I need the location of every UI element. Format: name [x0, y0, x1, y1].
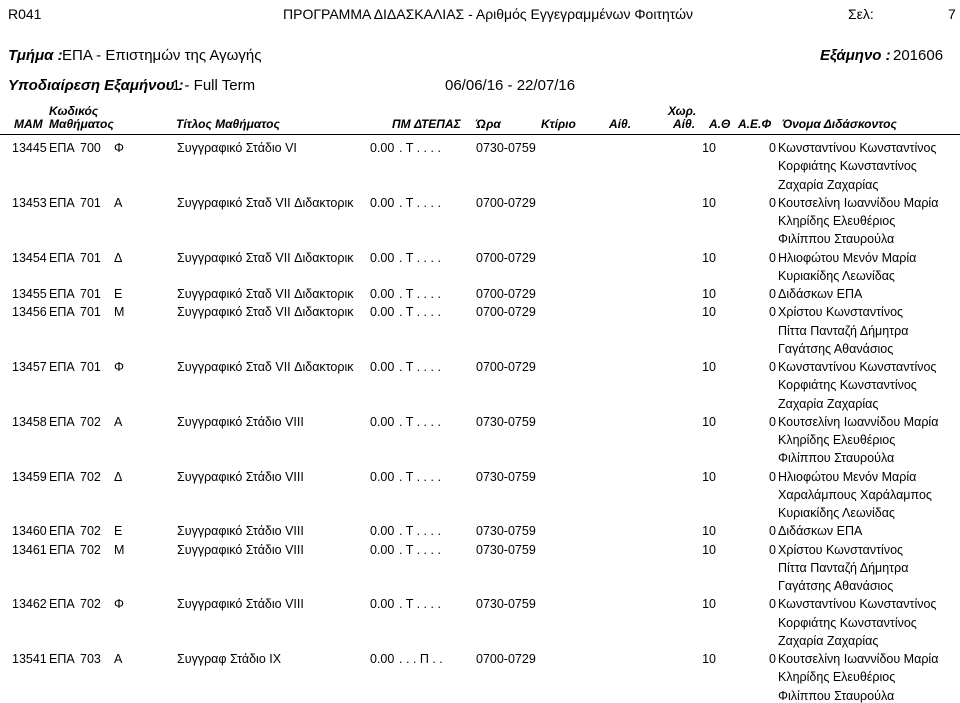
cell-instructor: Φιλίππου Σταυρούλα	[778, 232, 895, 247]
cell-enrolled: 0	[769, 360, 776, 374]
col-capacity-line2: Αίθ.	[673, 117, 696, 131]
col-room: Αίθ.	[609, 117, 632, 131]
cell-course-number: 700	[80, 141, 101, 155]
cell-days: . Τ . . . .	[399, 542, 441, 557]
cell-section: Μ	[114, 542, 125, 557]
cell-dept: ΕΠΑ	[49, 360, 75, 374]
cell-enrolled: 0	[769, 141, 776, 155]
cell-enrolled: 0	[769, 414, 776, 429]
cell-enrolled: 0	[769, 524, 776, 539]
cell-days: . Τ . . . .	[399, 141, 441, 155]
cell-enrolled: 0	[769, 542, 776, 557]
cell-capacity: 10	[702, 141, 716, 155]
cell-instructor: Κορφιάτης Κωνσταντίνος	[778, 615, 917, 630]
cell-dept: ΕΠΑ	[49, 414, 75, 429]
cell-time: 0700-0729	[476, 287, 536, 301]
cell-course-title: Συγγραφικό Στάδιο VI	[177, 141, 297, 155]
cell-course-number: 701	[80, 195, 101, 210]
subdivision-value: 1 - Full Term	[172, 77, 256, 94]
cell-dept: ΕΠΑ	[49, 469, 75, 484]
cell-enrolled: 0	[769, 652, 776, 666]
department-label: Τμήμα :	[8, 47, 63, 64]
cell-instructor: Διδάσκων ΕΠΑ	[778, 287, 863, 301]
col-capacity-line1: Χωρ.	[668, 104, 697, 118]
cell-time: 0700-0729	[476, 360, 536, 374]
cell-instructor: Κουτσελίνη Ιωαννίδου Μαρία	[778, 195, 939, 210]
cell-enrolled: 0	[769, 305, 776, 320]
cell-instructor: Κωνσταντίνου Κωνσταντίνος	[778, 141, 937, 155]
cell-dept: ΕΠΑ	[49, 597, 75, 612]
cell-instructor: Πίττα Πανταζή Δήμητρα	[778, 560, 909, 575]
cell-pm: 0.00	[370, 141, 395, 155]
cell-course-title: Συγγραφικό Σταδ VII Διδακτορικ	[177, 360, 354, 374]
cell-time: 0730-0759	[476, 141, 536, 155]
cell-course-title: Συγγραφικό Στάδιο VIII	[177, 524, 304, 539]
cell-course-number: 702	[80, 597, 101, 612]
col-a-e-phi: Α.Ε.Φ	[738, 117, 772, 131]
page-number: 7	[948, 6, 956, 22]
cell-capacity: 10	[702, 360, 716, 374]
cell-days: . Τ . . . .	[399, 597, 441, 612]
cell-course-number: 701	[80, 287, 101, 301]
cell-instructor: Χαραλάμπους Χαράλαμπος	[778, 487, 932, 502]
cell-instructor: Κωνσταντίνου Κωνσταντίνος	[778, 597, 937, 612]
report-code: R041	[8, 6, 42, 22]
cell-course-title: Συγγραφικό Στάδιο VIII	[177, 542, 304, 557]
cell-instructor: Ηλιοφώτου Μενόν Μαρία	[778, 250, 917, 265]
cell-enrolled: 0	[769, 287, 776, 301]
cell-mam: 13455	[12, 287, 47, 301]
cell-days: . Τ . . . .	[399, 469, 441, 484]
header-divider	[0, 134, 960, 135]
cell-days: . . . Π . .	[399, 652, 443, 666]
date-range: 06/06/16 - 22/07/16	[445, 77, 576, 94]
cell-capacity: 10	[702, 250, 716, 265]
cell-mam: 13456	[12, 305, 47, 320]
cell-course-number: 701	[80, 250, 101, 265]
col-days: ΔΤΕΠΑΣ	[414, 117, 461, 131]
cell-days: . Τ . . . .	[399, 305, 441, 320]
cell-mam: 13445	[12, 141, 47, 155]
cell-days: . Τ . . . .	[399, 524, 441, 539]
cell-course-title: Συγγραφικό Σταδ VII Διδακτορικ	[177, 287, 354, 301]
cell-pm: 0.00	[370, 524, 395, 539]
cell-instructor: Γαγάτσης Αθανάσιος	[778, 341, 894, 356]
cell-enrolled: 0	[769, 597, 776, 612]
cell-dept: ΕΠΑ	[49, 542, 75, 557]
col-building: Κτίριο	[541, 117, 576, 131]
cell-instructor: Κληρίδης Ελευθέριος	[778, 433, 896, 447]
cell-section: Φ	[114, 360, 124, 374]
cell-capacity: 10	[702, 597, 716, 612]
cell-section: Α	[114, 652, 123, 666]
cell-capacity: 10	[702, 287, 716, 301]
cell-course-title: Συγγραφ Στάδιο IX	[177, 652, 282, 666]
cell-instructor: Κληρίδης Ελευθέριος	[778, 214, 896, 228]
cell-days: . Τ . . . .	[399, 195, 441, 210]
col-course-title: Τίτλος Μαθήματος	[176, 117, 280, 131]
cell-course-number: 701	[80, 305, 101, 320]
cell-capacity: 10	[702, 414, 716, 429]
cell-mam: 13459	[12, 469, 47, 484]
cell-section: Δ	[114, 469, 123, 484]
cell-pm: 0.00	[370, 305, 395, 320]
cell-pm: 0.00	[370, 597, 395, 612]
col-instructor: Όνομα Διδάσκοντος	[782, 117, 897, 131]
cell-mam: 13460	[12, 524, 47, 539]
cell-instructor: Ζαχαρία Ζαχαρίας	[778, 177, 879, 192]
col-time: Ώρα	[476, 117, 501, 131]
cell-section: Α	[114, 195, 123, 210]
col-course-code-line1: Κωδικός	[49, 104, 99, 118]
cell-pm: 0.00	[370, 287, 395, 301]
cell-instructor: Ζαχαρία Ζαχαρίας	[778, 633, 879, 648]
cell-mam: 13462	[12, 597, 47, 612]
cell-section: Ε	[114, 287, 123, 301]
cell-time: 0730-0759	[476, 597, 536, 612]
cell-section: Ε	[114, 524, 123, 539]
cell-pm: 0.00	[370, 195, 395, 210]
cell-course-number: 701	[80, 360, 101, 374]
cell-instructor: Φιλίππου Σταυρούλα	[778, 688, 895, 703]
cell-pm: 0.00	[370, 250, 395, 265]
cell-capacity: 10	[702, 542, 716, 557]
cell-capacity: 10	[702, 524, 716, 539]
cell-instructor: Κυριακίδης Λεωνίδας	[778, 506, 895, 520]
col-pm: ΠΜ	[392, 117, 411, 131]
cell-dept: ΕΠΑ	[49, 250, 75, 265]
cell-mam: 13541	[12, 652, 47, 666]
subdivision-label: Υποδιαίρεση Εξαμήνου :	[8, 77, 184, 94]
cell-enrolled: 0	[769, 195, 776, 210]
report-title: ΠΡΟΓΡΑΜΜΑ ΔΙΔΑΣΚΑΛΙΑΣ - Αριθμός Εγγεγραμμένων Φοιτητών	[283, 6, 694, 22]
cell-mam: 13457	[12, 360, 47, 374]
cell-instructor: Χρίστου Κωνσταντίνος	[778, 542, 904, 557]
cell-mam: 13453	[12, 195, 47, 210]
cell-instructor: Κωνσταντίνου Κωνσταντίνος	[778, 360, 937, 374]
cell-instructor: Ζαχαρία Ζαχαρίας	[778, 396, 879, 411]
cell-instructor: Κορφιάτης Κωνσταντίνος	[778, 378, 917, 393]
cell-time: 0700-0729	[476, 652, 536, 666]
cell-section: Μ	[114, 305, 125, 320]
cell-section: Δ	[114, 250, 123, 265]
cell-time: 0700-0729	[476, 250, 536, 265]
cell-instructor: Κουτσελίνη Ιωαννίδου Μαρία	[778, 652, 939, 666]
cell-dept: ΕΠΑ	[49, 141, 75, 155]
department-value: ΕΠΑ - Επιστημών της Αγωγής	[62, 47, 262, 64]
cell-time: 0730-0759	[476, 414, 536, 429]
cell-time: 0700-0729	[476, 305, 536, 320]
cell-instructor: Κυριακίδης Λεωνίδας	[778, 268, 895, 283]
cell-capacity: 10	[702, 469, 716, 484]
cell-days: . Τ . . . .	[399, 360, 441, 374]
cell-course-title: Συγγραφικό Σταδ VII Διδακτορικ	[177, 250, 354, 265]
cell-capacity: 10	[702, 195, 716, 210]
cell-capacity: 10	[702, 652, 716, 666]
cell-section: Φ	[114, 597, 124, 612]
semester-label: Εξάμηνο :	[820, 47, 891, 64]
col-course-code-line2: Μαθήματος	[49, 117, 114, 131]
cell-course-title: Συγγραφικό Σταδ VII Διδακτορικ	[177, 305, 354, 320]
cell-instructor: Γαγάτσης Αθανάσιος	[778, 579, 894, 593]
cell-section: Φ	[114, 141, 124, 155]
cell-course-number: 702	[80, 542, 101, 557]
cell-instructor: Χρίστου Κωνσταντίνος	[778, 305, 904, 320]
cell-time: 0700-0729	[476, 195, 536, 210]
cell-days: . Τ . . . .	[399, 250, 441, 265]
cell-instructor: Κουτσελίνη Ιωαννίδου Μαρία	[778, 414, 939, 429]
cell-pm: 0.00	[370, 542, 395, 557]
cell-enrolled: 0	[769, 469, 776, 484]
cell-days: . Τ . . . .	[399, 414, 441, 429]
cell-course-number: 702	[80, 414, 101, 429]
cell-course-title: Συγγραφικό Σταδ VII Διδακτορικ	[177, 195, 354, 210]
cell-capacity: 10	[702, 305, 716, 320]
cell-pm: 0.00	[370, 414, 395, 429]
cell-instructor: Κληρίδης Ελευθέριος	[778, 670, 896, 685]
cell-days: . Τ . . . .	[399, 287, 441, 301]
cell-course-number: 702	[80, 524, 101, 539]
cell-mam: 13461	[12, 542, 47, 557]
page-label: Σελ:	[848, 6, 874, 22]
cell-course-number: 702	[80, 469, 101, 484]
cell-mam: 13458	[12, 414, 47, 429]
cell-dept: ΕΠΑ	[49, 195, 75, 210]
cell-instructor: Διδάσκων ΕΠΑ	[778, 524, 863, 539]
cell-pm: 0.00	[370, 469, 395, 484]
cell-course-number: 703	[80, 652, 101, 666]
cell-instructor: Πίττα Πανταζή Δήμητρα	[778, 323, 909, 338]
col-mam: ΜΑΜ	[14, 117, 43, 131]
cell-instructor: Φιλίππου Σταυρούλα	[778, 451, 895, 466]
cell-dept: ΕΠΑ	[49, 524, 75, 539]
cell-pm: 0.00	[370, 652, 395, 666]
cell-time: 0730-0759	[476, 469, 536, 484]
semester-value: 201606	[893, 47, 944, 64]
cell-dept: ΕΠΑ	[49, 305, 75, 320]
cell-course-title: Συγγραφικό Στάδιο VIII	[177, 469, 304, 484]
cell-course-title: Συγγραφικό Στάδιο VIII	[177, 414, 304, 429]
cell-enrolled: 0	[769, 250, 776, 265]
col-a-theta: Α.Θ	[709, 117, 731, 131]
cell-pm: 0.00	[370, 360, 395, 374]
cell-section: Α	[114, 414, 123, 429]
cell-time: 0730-0759	[476, 542, 536, 557]
cell-mam: 13454	[12, 250, 47, 265]
cell-instructor: Ηλιοφώτου Μενόν Μαρία	[778, 469, 917, 484]
cell-dept: ΕΠΑ	[49, 652, 75, 666]
cell-course-title: Συγγραφικό Στάδιο VIII	[177, 597, 304, 612]
cell-dept: ΕΠΑ	[49, 287, 75, 301]
cell-instructor: Κορφιάτης Κωνσταντίνος	[778, 159, 917, 174]
cell-time: 0730-0759	[476, 524, 536, 539]
